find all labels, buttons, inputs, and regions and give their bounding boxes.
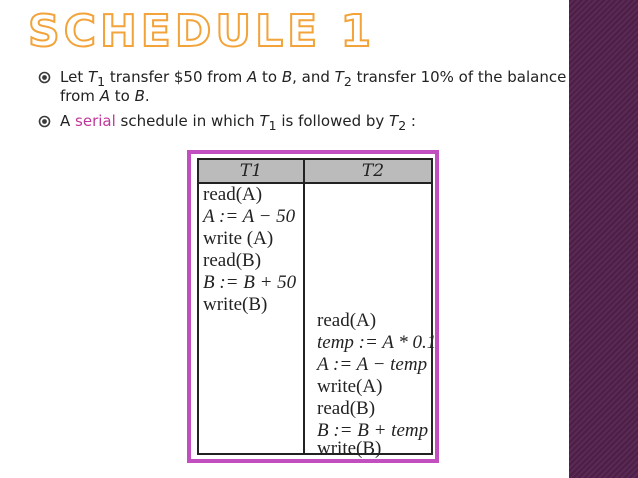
bullet-list: [38, 70, 604, 143]
t1-step: write(B): [203, 294, 268, 315]
bullet-text-2: A serial schedule in which $T_1$ is followed by $T_2$ :: [60, 112, 416, 133]
circle-bullet-icon: [38, 71, 51, 84]
t1-step: read(B): [203, 250, 262, 271]
t2-step: read(B): [317, 398, 376, 419]
bullet-item-1: [38, 70, 604, 104]
slide-title: SCHEDULE 1: [28, 6, 376, 57]
header-t1: T1: [239, 161, 263, 181]
t1-step: B := B + 50: [203, 272, 297, 293]
t2-step: A := A − temp: [317, 354, 428, 375]
t2-step: read(A): [317, 310, 377, 331]
schedule-header-row: [199, 160, 431, 184]
serial-keyword: serial: [75, 112, 116, 130]
schedule-table-frame: [187, 150, 439, 463]
t2-step: B := B + temp: [317, 420, 429, 441]
column-divider: [303, 160, 305, 453]
t1-step: A := A − 50: [203, 206, 296, 227]
t2-step: write(B): [317, 438, 382, 459]
t2-step: temp := A * 0.1: [317, 332, 437, 353]
t1-step: write (A): [203, 228, 274, 249]
circle-bullet-icon: [38, 115, 51, 128]
bullet-text-1: Let $T_1$ transfer $50 from A to B, and $T_2$ transfer 10% of the balance from A to B.: [60, 68, 567, 105]
t1-step: read(A): [203, 184, 263, 205]
header-t2: T2: [361, 161, 385, 181]
bullet-item-2: [38, 114, 604, 133]
schedule-table: [197, 158, 437, 459]
t2-step: write(A): [317, 376, 383, 397]
